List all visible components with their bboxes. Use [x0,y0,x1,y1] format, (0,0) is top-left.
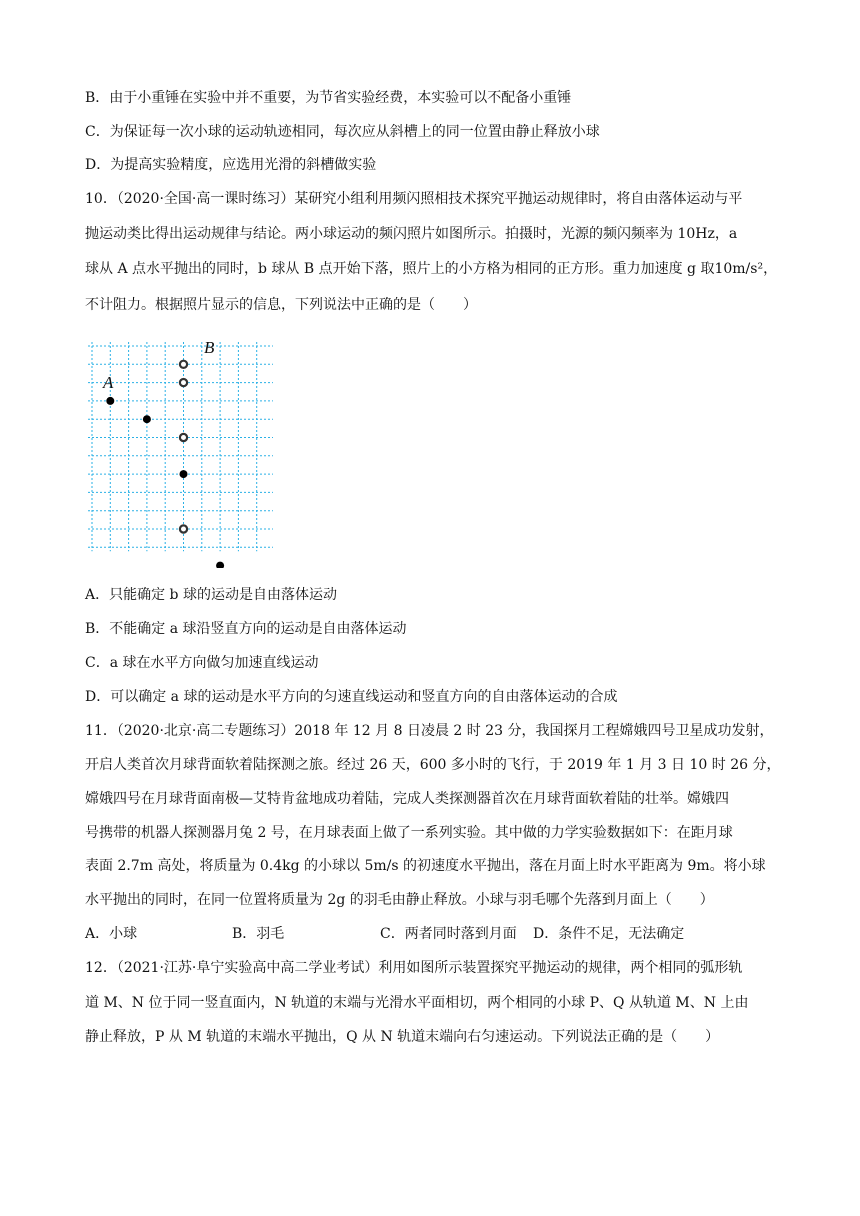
q11-option-b: B．羽毛 [232,926,285,942]
q9-option-c: C．为保证每一次小球的运动轨迹相同，每次应从斜槽上的同一位置由静止释放小球 [85,124,600,140]
q11-stem-line-5: 表面 2.7m 高处，将质量为 0.4kg 的小球以 5m/s 的初速度水平抛出，落在月面上时水平距离为 9m。将小球 [85,858,766,874]
q10-option-d: D．可以确定 a 球的运动是水平方向的匀速直线运动和竖直方向的自由落体运动的合成 [85,689,618,705]
q11-option-a: A．小球 [85,926,138,942]
ball-a [143,415,151,423]
label-A: A [103,373,114,392]
q11-stem-line-1: 11．（2020·北京·高二专题练习）2018 年 12 月 8 日凌晨 2 时 23 分，我国探月工程嫦娥四号卫星成功发射， [85,723,774,739]
ball-b [180,379,187,386]
q10-stem-line-2: 抛运动类比得出运动规律与结论。两小球运动的频闪照片如图所示。拍摄时，光源的频闪频率为 10Hz，a [85,226,738,242]
q10-option-a: A．只能确定 b 球的运动是自由落体运动 [85,587,337,603]
q9-option-d: D．为提高实验精度，应选用光滑的斜槽做实验 [85,157,377,173]
q12-stem-line-2: 道 M、N 位于同一竖直面内，N 轨道的末端与光滑水平面相切，两个相同的小球 P、Q 从轨道 M、N 上由 [85,995,749,1011]
strobe-photo-grid-figure [88,338,273,568]
q10-option-b: B．不能确定 a 球沿竖直方向的运动是自由落体运动 [85,621,407,637]
ball-a [180,470,188,478]
q12-stem-line-3: 静止释放，P 从 M 轨道的末端水平抛出，Q 从 N 轨道末端向右匀速运动。下列说法正确的是（ ） [85,1029,720,1045]
ball-a [106,397,114,405]
ball-b [180,361,187,368]
q11-option-d: D．条件不足，无法确定 [533,926,685,942]
q11-stem-line-4: 号携带的机器人探测器月兔 2 号，在月球表面上做了一系列实验。其中做的力学实验数据如下：在距月球 [85,825,733,841]
q10-option-c: C．a 球在水平方向做匀加速直线运动 [85,655,319,671]
q11-options-row [85,924,785,944]
q10-stem-line-4: 不计阻力。根据照片显示的信息，下列说法中正确的是（ ） [85,297,477,313]
label-B: B [204,338,215,357]
q12-stem-line-1: 12．（2021·江苏·阜宁实验高中高二学业考试）利用如图所示装置探究平抛运动的规律，两个相同的弧形轨 [85,960,743,976]
q10-stem-line-3: 球从 A 点水平抛出的同时，b 球从 B 点开始下落，照片上的小方格为相同的正方形。重力加速度 g 取10m/s²， [85,261,778,277]
ball-a [216,562,224,568]
q11-stem-line-2: 开启人类首次月球背面软着陆探测之旅。经过 26 天，600 多小时的飞行，于 2019 年 1 月 3 日 10 时 26 分， [85,757,781,773]
q9-option-b: B．由于小重锤在实验中并不重要，为节省实验经费，本实验可以不配备小重锤 [85,90,572,106]
q11-option-c: C．两者同时落到月面 [380,926,517,942]
q11-stem-line-6: 水平抛出的同时，在同一位置将质量为 2g 的羽毛由静止释放。小球与羽毛哪个先落到月面上（ ） [85,892,714,908]
ball-b [180,525,187,532]
q11-stem-line-3: 嫦娥四号在月球背面南极—艾特肯盆地成功着陆，完成人类探测器首次在月球背面软着陆的壮举。嫦娥四 [85,791,729,807]
ball-b [180,434,187,441]
q10-stem-line-1: 10．（2020·全国·高一课时练习）某研究小组利用频闪照相技术探究平抛运动规律时，将自由落体运动与平 [85,191,743,207]
